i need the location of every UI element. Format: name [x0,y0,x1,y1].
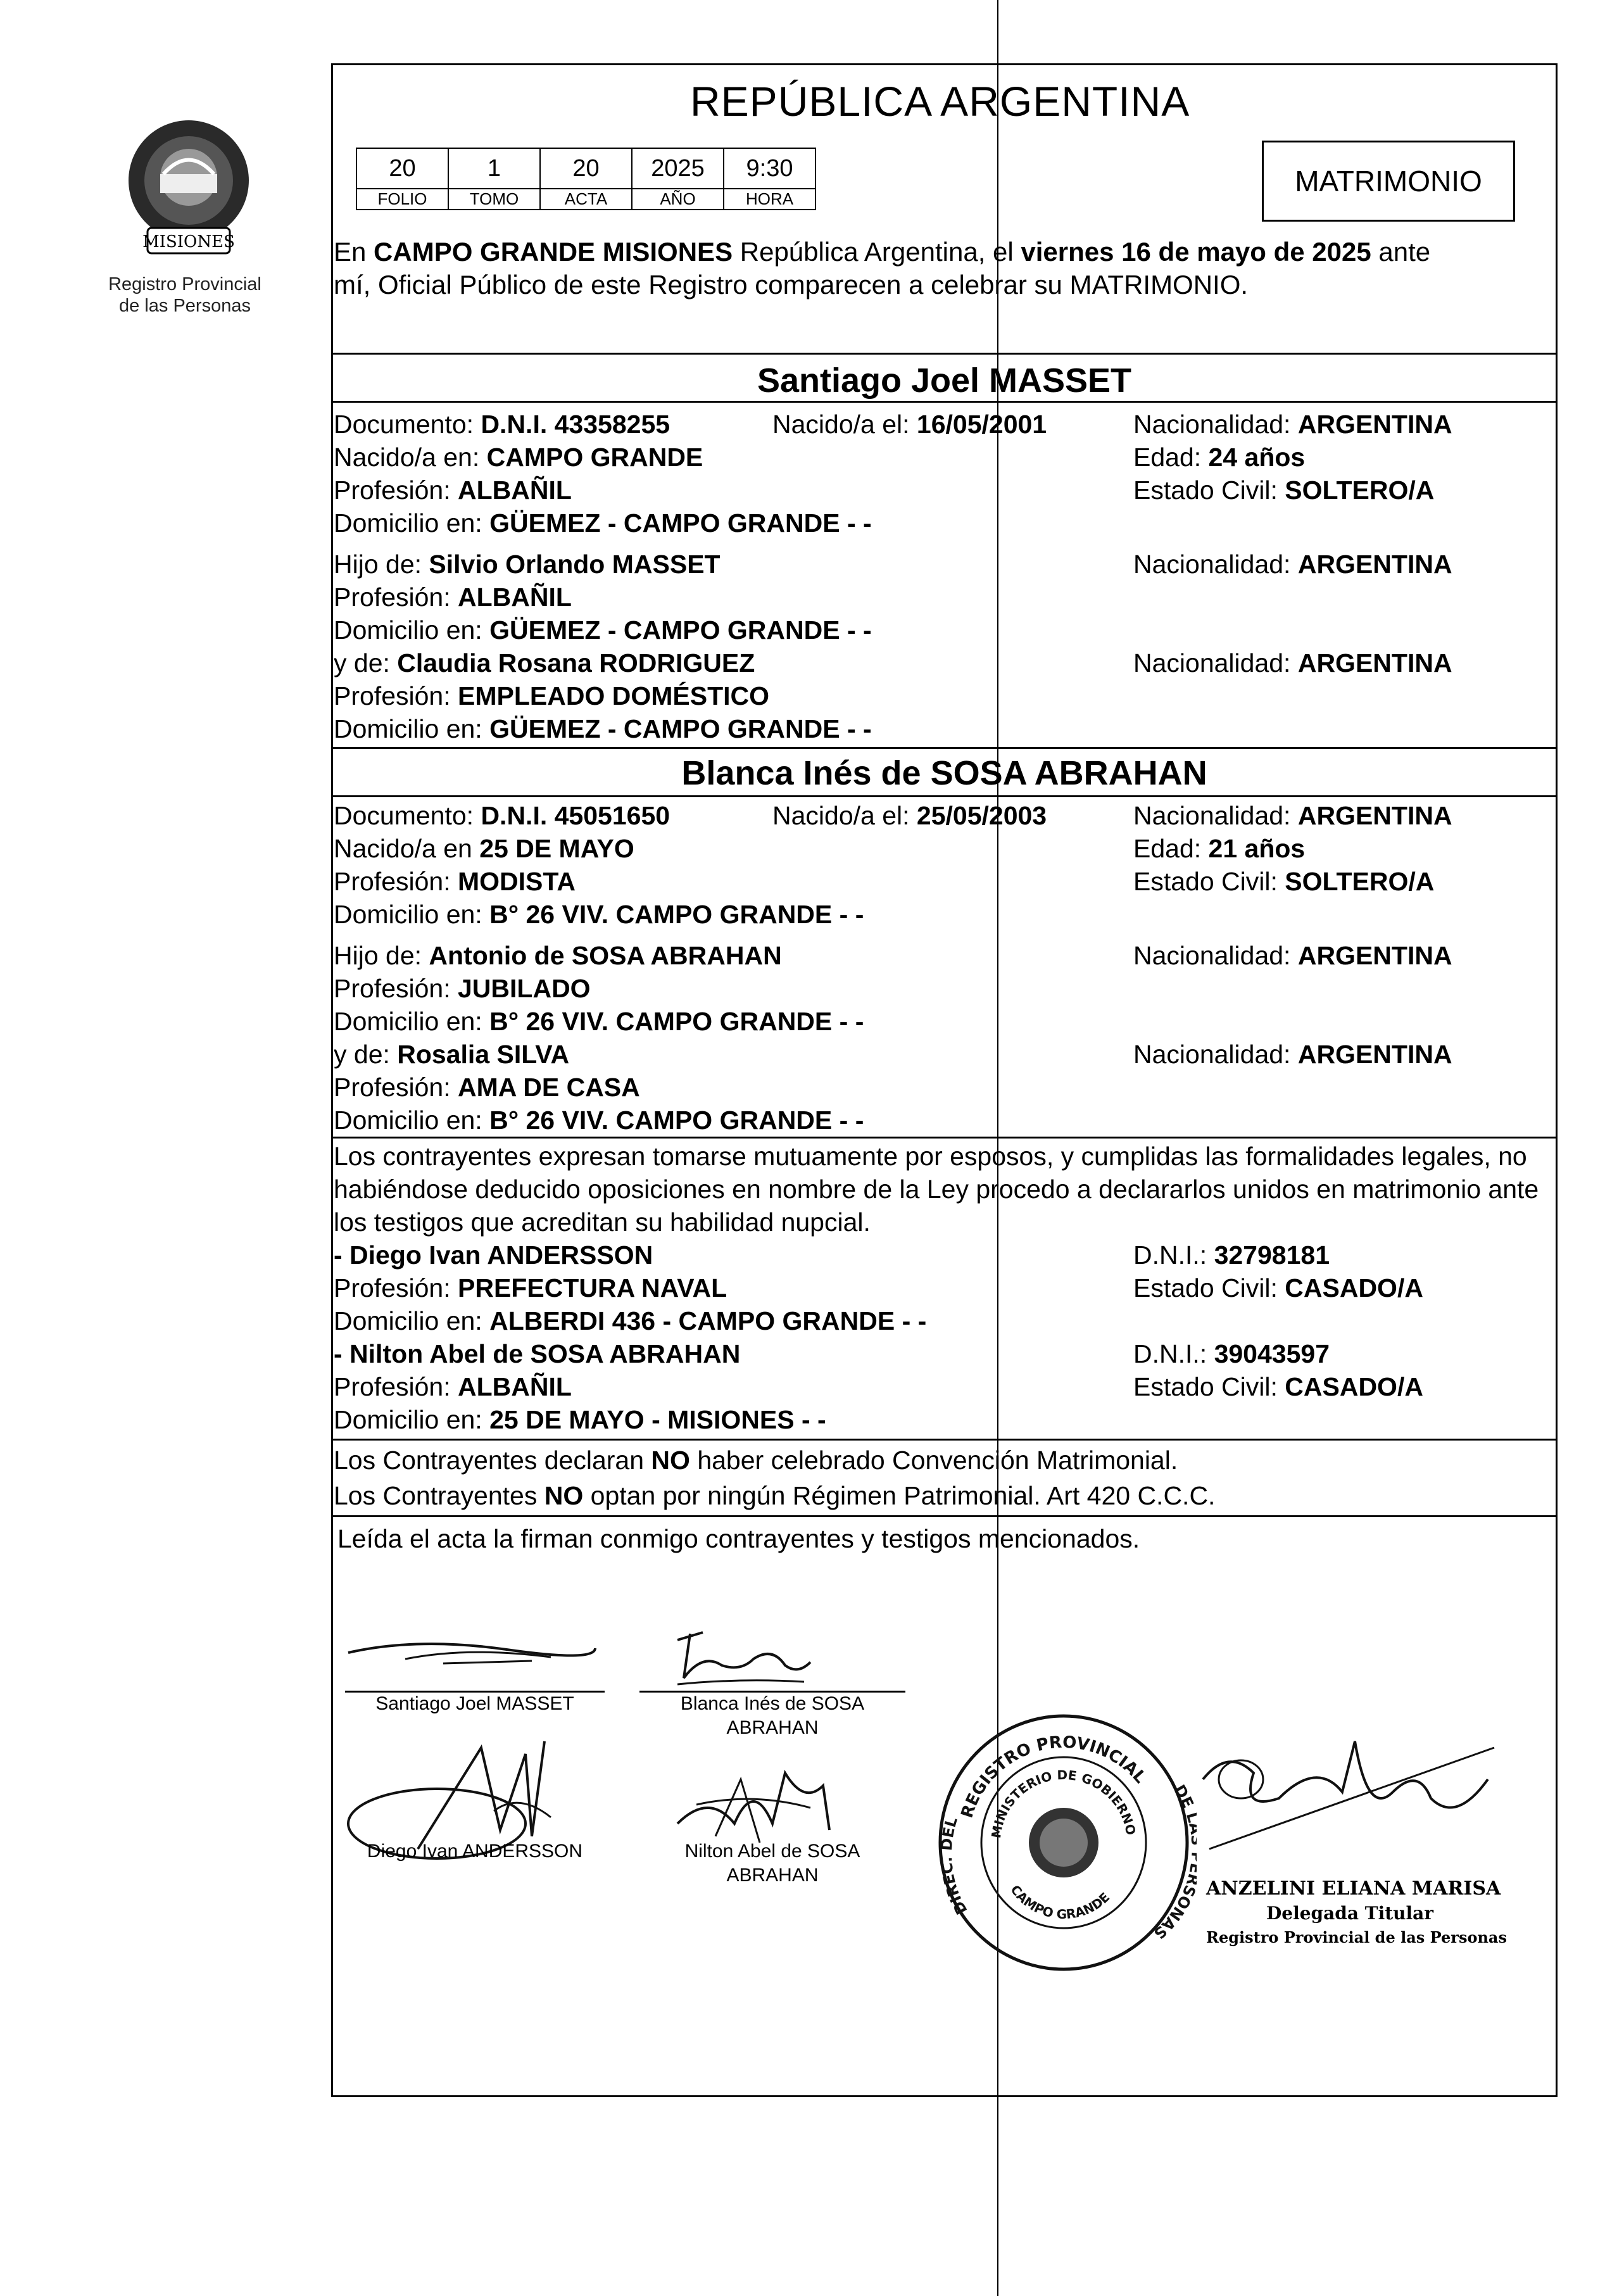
value: ARGENTINA [1297,801,1452,830]
value: Nilton Abel de SOSA ABRAHAN [349,1339,741,1368]
label: Profesión: [334,1372,458,1401]
value: Silvio Orlando MASSET [429,550,721,579]
value: PREFECTURA NAVAL [458,1273,727,1303]
value: Antonio de SOSA ABRAHAN [429,941,782,970]
label: Edad: [1133,443,1209,472]
label: Domicilio en: [334,508,490,538]
bride-born-on [772,799,1047,832]
bride-signature-caption [639,1692,905,1740]
value: ALBAÑIL [458,583,572,612]
bride-father-address [334,1005,864,1038]
value: AMA DE CASA [458,1073,640,1102]
value: GÜEMEZ - CAMPO GRANDE - - [489,714,872,743]
witness2-name [334,1337,740,1370]
value: 24 años [1208,443,1306,472]
value: SOLTERO/A [1285,867,1435,896]
divider [331,353,1558,355]
groom-father-nationality [1133,548,1452,581]
label: y de: [334,648,398,678]
groom-age [1133,441,1305,474]
anio-label: AÑO [632,189,724,210]
label: Domicilio en: [334,1007,490,1036]
groom-signature [342,1631,608,1675]
witness1-address [334,1304,926,1337]
value: 32798181 [1214,1240,1330,1270]
text: haber celebrado Convención Matrimonial. [689,1446,1178,1475]
folio-label: FOLIO [356,189,448,210]
groom-name: Santiago Joel MASSET [757,362,1132,400]
bride-caption-line1: Blanca Inés de SOSA [680,1693,865,1714]
intro-line2: mí, Oficial Público de este Registro comparecen a celebrar su MATRIMONIO. [334,270,1249,300]
label: Profesión: [334,974,458,1003]
witness2-civil-status [1133,1370,1423,1403]
intro-c: ante [1371,237,1431,267]
bride-name: Blanca Inés de SOSA ABRAHAN [681,754,1207,792]
groom-father-profession [334,581,572,614]
bride-profession [334,865,576,898]
official-seal [931,1710,1197,1976]
prefix: - [334,1240,350,1270]
closing-text: Leída el acta la firman conmigo contrayentes y testigos mencionados. [337,1524,1140,1553]
bride-mother-nationality [1133,1038,1452,1071]
value: 25/05/2003 [916,801,1047,830]
seal-outer-right-text: DE ONAS [1150,1781,1197,1943]
value: ARGENTINA [1297,648,1452,678]
act-type-box: MATRIMONIO [1262,141,1515,222]
emphasis: NO [651,1446,690,1475]
svg-text:CAMPO GRANDE [1007,1882,1112,1922]
label: Nacido/a el: [772,801,917,830]
value: EMPLEADO DOMÉSTICO [458,681,770,710]
acta-label: ACTA [540,189,632,210]
label: D.N.I.: [1133,1339,1214,1368]
value: 25 DE MAYO [479,834,634,863]
witness1-profession [334,1271,727,1304]
value: 21 años [1208,834,1306,863]
label: Profesión: [334,1073,458,1102]
value: MODISTA [458,867,576,896]
text: Los Contrayentes [334,1481,544,1510]
value: ALBERDI 436 - CAMPO GRANDE - - [489,1306,927,1335]
label: Estado Civil: [1133,1273,1285,1303]
value: 39043597 [1214,1339,1330,1368]
tomo-label: TOMO [448,189,540,210]
witness1-dni [1133,1239,1330,1271]
svg-text:DIREC. DEL [938,1815,971,1917]
label: Domicilio en: [334,1306,490,1335]
value: JUBILADO [458,974,591,1003]
bride-mother [334,1038,569,1071]
folio-value: 20 [356,148,448,189]
intro-a: En [334,237,374,267]
groom-mother-nationality [1133,647,1452,679]
label: Domicilio en: [334,615,490,645]
value: ARGENTINA [1297,1040,1452,1069]
svg-text:DE LAS PERSONAS [1150,1782,1197,1943]
hora-label: HORA [724,189,815,210]
intro-place: CAMPO GRANDE MISIONES [374,237,733,267]
province-logo [113,101,265,272]
label: Nacionalidad: [1133,801,1298,830]
label: Hijo de: [334,941,429,970]
label: y de: [334,1040,398,1069]
declaration-line1: Los contrayentes expresan tomarse mutuamente por esposos, y cumplidas las formalidades legales, no [334,1142,1527,1171]
witness2-caption-line1: Nilton Abel de SOSA [684,1841,860,1862]
acta-value: 20 [540,148,632,189]
logo-caption [71,274,299,317]
bride-signature [665,1627,817,1691]
groom-mother [334,647,755,679]
value: ALBAÑIL [458,1372,572,1401]
value: ARGENTINA [1297,941,1452,970]
label: Profesión: [334,1273,458,1303]
label: Domicilio en: [334,1405,490,1434]
groom-born-on [772,408,1047,441]
text: optan por ningún Régimen Patrimonial. Art 420 C.C.C. [583,1481,1216,1510]
bride-civil-status [1133,865,1434,898]
bride-nationality [1133,799,1452,832]
officer-office: Registro Provincial de las Personas [1206,1928,1507,1946]
bride-father [334,939,782,972]
witness1-signature-caption: Diego Ivan ANDERSSON [367,1841,583,1862]
officer-signature [1190,1722,1520,1887]
seal-outer-left-text: DIREC. DEL [937,1815,971,1918]
bride-mother-address [334,1104,864,1137]
divider [331,747,1558,749]
witness1-name [334,1239,653,1271]
label: Nacionalidad: [1133,941,1298,970]
logo-text: MISIONES [142,232,235,251]
label: Domicilio en: [334,1106,490,1135]
convention-line1 [334,1444,1178,1477]
value: D.N.I. 45051650 [481,801,670,830]
groom-signature-caption: Santiago Joel MASSET [375,1693,574,1714]
divider [331,1515,1558,1517]
value: Claudia Rosana RODRIGUEZ [397,648,755,678]
value: CASADO/A [1285,1273,1423,1303]
groom-address [334,507,872,539]
label: Nacido/a en [334,834,480,863]
prefix: - [334,1339,350,1368]
bride-caption-line2: ABRAHAN [726,1717,819,1738]
value: GÜEMEZ - CAMPO GRANDE - - [489,508,872,538]
registry-table [356,148,816,210]
groom-father [334,548,721,581]
bride-father-nationality [1133,939,1452,972]
label: Hijo de: [334,550,429,579]
seal-inner-text: MINISTERIO DE GOBIERNO [988,1767,1139,1839]
label: Documento: [334,801,481,830]
page-title: REPÚBLICA ARGENTINA [690,78,1190,125]
value: ARGENTINA [1297,550,1452,579]
label: Profesión: [334,681,458,710]
witness2-dni [1133,1337,1330,1370]
value: Rosalia SILVA [397,1040,570,1069]
label: Domicilio en: [334,900,490,929]
seal-bottom-text: CAMPO GRANDE [1007,1882,1113,1922]
value: ALBAÑIL [458,476,572,505]
divider [331,795,1558,797]
groom-born-in [334,441,703,474]
bride-document [334,799,670,832]
convention-line2 [334,1479,1215,1512]
value: CASADO/A [1285,1372,1423,1401]
declaration-line2: habiéndose deducido oposiciones en nombre de la Ley procedo a declararlos unidos en matrimonio ante [334,1175,1539,1204]
groom-profession [334,474,572,507]
intro-line1 [334,236,1430,268]
groom-nationality [1133,408,1452,441]
declaration-line3: los testigos que acreditan su habilidad nupcial. [334,1208,871,1237]
label: Nacionalidad: [1133,648,1298,678]
label: Nacionalidad: [1133,550,1298,579]
value: B° 26 VIV. CAMPO GRANDE - - [489,1007,864,1036]
label: Nacionalidad: [1133,1040,1298,1069]
intro-date: viernes 16 de mayo de 2025 [1021,237,1371,267]
groom-mother-profession [334,679,769,712]
label: Profesión: [334,476,458,505]
value: ARGENTINA [1297,410,1452,439]
bride-father-profession [334,972,591,1005]
label: Documento: [334,410,481,439]
label: Profesión: [334,867,458,896]
officer-role: Delegada Titular [1266,1903,1434,1924]
label: D.N.I.: [1133,1240,1214,1270]
value: B° 26 VIV. CAMPO GRANDE - - [489,900,864,929]
anio-value: 2025 [632,148,724,189]
divider [331,1137,1558,1139]
logo-caption-line2: de las Personas [119,296,251,316]
value: GÜEMEZ - CAMPO GRANDE - - [489,615,872,645]
label: Estado Civil: [1133,476,1285,505]
seal-top-text: REGISTRO PROVINCIAL [957,1732,1150,1820]
groom-civil-status [1133,474,1434,507]
witness1-civil-status [1133,1271,1423,1304]
label: Profesión: [334,583,458,612]
label: Nacionalidad: [1133,410,1298,439]
witness2-signature-caption [639,1839,905,1888]
label: Edad: [1133,834,1209,863]
bride-mother-profession [334,1071,640,1104]
label: Domicilio en: [334,714,490,743]
groom-father-address [334,614,872,647]
officer-name: ANZELINI ELIANA MARISA [1206,1877,1501,1900]
value: SOLTERO/A [1285,476,1435,505]
emphasis: NO [544,1481,584,1510]
groom-document [334,408,670,441]
bride-address [334,898,864,931]
logo-caption-line1: Registro Provincial [108,274,261,294]
bride-age [1133,832,1305,865]
label: Nacido/a en: [334,443,487,472]
value: D.N.I. 43358255 [481,410,670,439]
label: Estado Civil: [1133,1372,1285,1401]
divider [331,401,1558,403]
divider [331,1439,1558,1441]
witness2-profession [334,1370,572,1403]
bride-born-in [334,832,634,865]
groom-mother-address [334,712,872,745]
value: Diego Ivan ANDERSSON [349,1240,653,1270]
label: Estado Civil: [1133,867,1285,896]
value: 25 DE MAYO - MISIONES - - [489,1405,826,1434]
witness2-address [334,1403,826,1436]
value: CAMPO GRANDE [486,443,703,472]
text: Los Contrayentes declaran [334,1446,651,1475]
intro-b: República Argentina, el [733,237,1021,267]
tomo-value: 1 [448,148,540,189]
witness2-caption-line2: ABRAHAN [726,1865,819,1886]
hora-value: 9:30 [724,148,815,189]
value: B° 26 VIV. CAMPO GRANDE - - [489,1106,864,1135]
label: Nacido/a el: [772,410,917,439]
value: 16/05/2001 [916,410,1047,439]
